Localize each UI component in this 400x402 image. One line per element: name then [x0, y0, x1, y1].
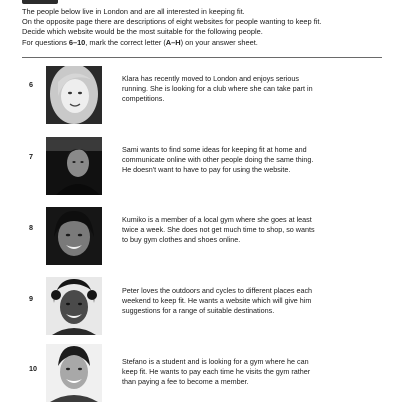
question-description	[122, 215, 384, 244]
description-line: competitions.	[122, 93, 165, 103]
section-divider	[22, 57, 382, 58]
person-portrait	[46, 66, 102, 124]
description-line: Sami wants to find some ideas for keeping fit at home and	[122, 145, 307, 154]
person-photo-stefano	[46, 344, 102, 402]
page-header-fragment	[22, 0, 58, 4]
description-line: communicate online with other people doing the same thing.	[122, 154, 314, 164]
description-line: twice a week. She does not get much time to shop, so wants	[122, 224, 315, 234]
question-range: 6–10	[68, 37, 86, 47]
question-description	[122, 74, 384, 103]
question-number: 8	[29, 223, 33, 232]
person-portrait	[46, 344, 102, 402]
description-line: to buy gym clothes and shoes online.	[122, 234, 241, 244]
question-description	[122, 145, 384, 174]
instruction-line: The people below live in London and are all interested in keeping fit.	[22, 7, 245, 16]
description-line: Klara has recently moved to London and enjoys serious	[122, 74, 299, 83]
instruction-line: Decide which website would be the most suitable for the following people.	[22, 27, 263, 37]
description-line: weekend to keep fit. He wants a website which will give him	[122, 295, 312, 305]
person-photo-kumiko	[46, 207, 102, 265]
instruction-text: ) on your answer sheet.	[180, 37, 258, 47]
instruction-text: For questions	[22, 37, 69, 47]
question-description	[122, 286, 384, 315]
description-line: Stefano is a student and is looking for a gym where he can	[122, 357, 309, 366]
instruction-text: , mark the correct letter (	[85, 37, 166, 47]
person-portrait	[46, 207, 102, 265]
person-portrait	[46, 137, 102, 195]
answer-letter-range: A–H	[165, 37, 181, 47]
question-description	[122, 357, 384, 386]
description-line: He doesn't want to have to pay for using the website.	[122, 164, 291, 174]
person-photo-sami	[46, 137, 102, 195]
question-number: 9	[29, 294, 33, 303]
instruction-line-answer-sheet	[22, 38, 382, 48]
description-line: keep fit. He wants to pay each time he visits the gym rather	[122, 366, 311, 376]
description-line: Kumiko is a member of a local gym where she goes at least	[122, 215, 312, 224]
question-number: 6	[29, 80, 33, 89]
description-line: suggestions for a range of suitable destinations.	[122, 305, 275, 315]
instruction-line: On the opposite page there are descriptions of eight websites for people wanting to keep fit.	[22, 17, 322, 27]
person-photo-klara	[46, 66, 102, 124]
description-line: Peter loves the outdoors and cycles to different places each	[122, 286, 313, 295]
description-line: running. She is looking for a club where she can take part in	[122, 83, 313, 93]
question-number: 10	[29, 364, 37, 373]
person-photo-peter	[46, 277, 102, 335]
question-number: 7	[29, 152, 33, 161]
description-line: than paying a fee to become a member.	[122, 376, 249, 386]
person-portrait	[46, 277, 102, 335]
instructions	[22, 7, 382, 48]
